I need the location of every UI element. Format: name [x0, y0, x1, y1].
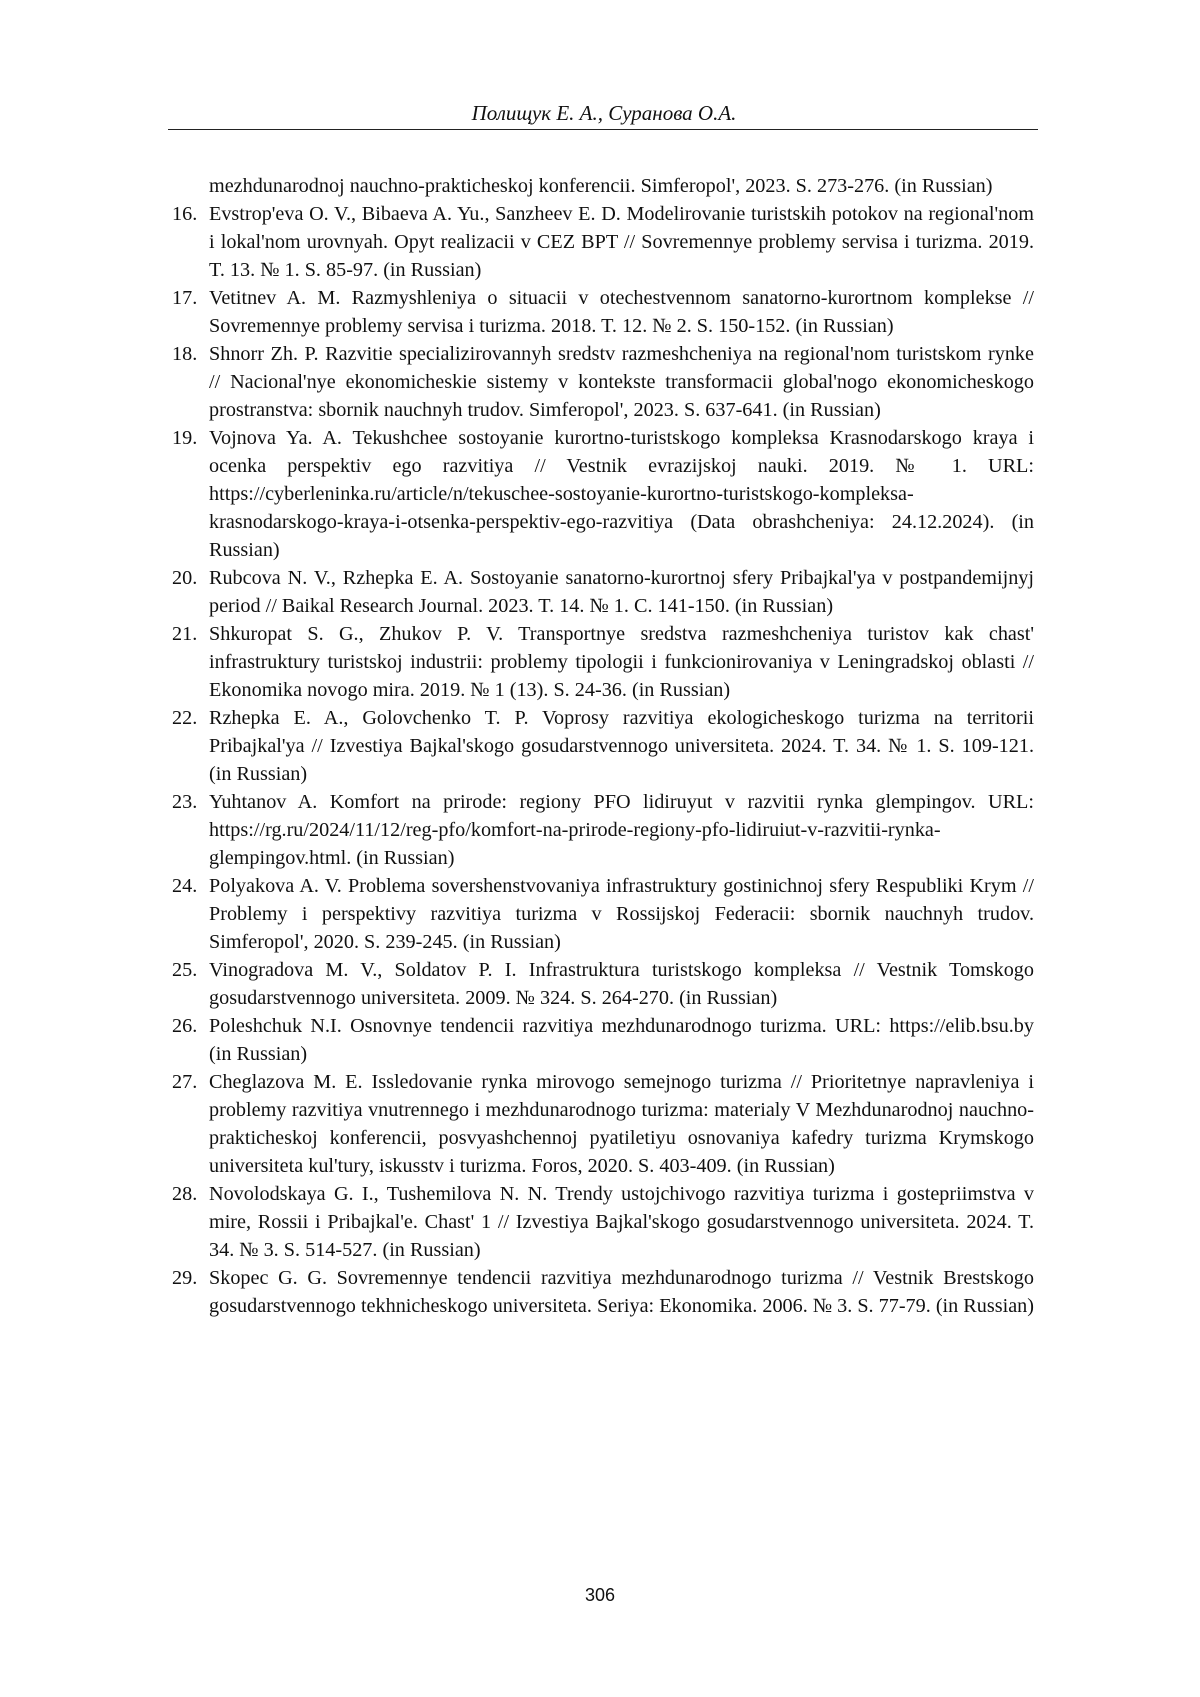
- reference-item-15-continued: [172, 172, 1034, 200]
- reference-text: Shnorr Zh. P. Razvitie specializirovannyh sredstv razmeshcheniya na regional'nom turistskom rynke // Nacional'nye ekonomicheskie sistemy v kontekste transformacii global'nogo ekonomicheskogo prostranstva: sbornik nauchnyh trudov. Simferopol', 2023. S. 637-641. (in Russian): [209, 343, 1034, 421]
- reference-text: Novolodskaya G. I., Tushemilova N. N. Trendy ustojchivogo razvitiya turizma i gostepriimstva v mire, Rossii i Pribajkal'e. Chast' 1 // Izvestiya Bajkal'skogo gosudarstvennogo universiteta. 2024. T. 34. № 3. S. 514-527. (in Russian): [209, 1183, 1034, 1261]
- reference-item-20: [172, 564, 1034, 620]
- reference-text: Shkuropat S. G., Zhukov P. V. Transportnye sredstva razmeshcheniya turistov kak chast' infrastruktury turistskoj industrii: problemy tipologii i funkcionirovaniya v Leningradskoj oblasti // Ekonomika novogo mira. 2019. № 1 (13). S. 24-36. (in Russian): [209, 623, 1034, 701]
- reference-item-22: [172, 704, 1034, 788]
- reference-item-24: [172, 872, 1034, 956]
- reference-item-16: [172, 200, 1034, 284]
- reference-number: 17.: [172, 287, 198, 309]
- reference-text: Vetitnev A. M. Razmyshleniya o situacii v otechestvennom sanatorno-kurortnom komplekse // Sovremennye problemy servisa i turizma. 2018. T. 12. № 2. S. 150-152. (in Russian): [209, 287, 1034, 337]
- reference-item-21: [172, 620, 1034, 704]
- reference-list: [172, 172, 1034, 1320]
- reference-number: 29.: [172, 1267, 198, 1289]
- running-head-authors: Полищук Е. А., Суранова О.А.: [471, 101, 737, 125]
- reference-number: 26.: [172, 1015, 198, 1037]
- reference-number: 28.: [172, 1183, 198, 1205]
- reference-text: Rzhepka E. A., Golovchenko T. P. Voprosy razvitiya ekologicheskogo turizma na territorii Pribajkal'ya // Izvestiya Bajkal'skogo gosudarstvennogo universiteta. 2024. T. 34. № 1. S. 109-121. (in Russian): [209, 707, 1034, 785]
- reference-number: 18.: [172, 343, 198, 365]
- reference-number: 21.: [172, 623, 198, 645]
- page-number: 306: [584, 1585, 616, 1605]
- reference-number: 22.: [172, 707, 198, 729]
- reference-text: Vojnova Ya. A. Tekushchee sostoyanie kurortno-turistskogo kompleksa Krasnodarskogo kraya i ocenka perspektiv ego razvitiya // Vestnik evrazijskoj nauki. 2019. № 1. URL: https://cyberleninka.ru/article/n/tekuschee-sostoyanie-kurortno-turistskogo-kompleksa-krasnodarskogo-kraya-i-otsenka-perspektiv-ego-razvitiya (Data obrashcheniya: 24.12.2024). (in Russian): [209, 427, 1034, 561]
- reference-text: Cheglazova M. E. Issledovanie rynka mirovogo semejnogo turizma // Prioritetnye napravleniya i problemy razvitiya vnutrennego i mezhdunarodnogo turizma: materialy V Mezhdunarodnoj nauchno-prakticheskoj konferencii, posvyashchennoj pyatiletiyu osnovaniya kafedry turizma Krymskogo universiteta kul'tury, iskusstv i turizma. Foros, 2020. S. 403-409. (in Russian): [209, 1071, 1034, 1177]
- reference-text: Rubcova N. V., Rzhepka E. A. Sostoyanie sanatorno-kurortnoj sfery Pribajkal'ya v postpandemijnyj period // Baikal Research Journal. 2023. T. 14. № 1. C. 141-150. (in Russian): [209, 567, 1034, 617]
- reference-item-17: [172, 284, 1034, 340]
- reference-number: 24.: [172, 875, 198, 897]
- reference-number: 25.: [172, 959, 198, 981]
- reference-item-27: [172, 1068, 1034, 1180]
- reference-number: 23.: [172, 791, 198, 813]
- reference-number: 16.: [172, 203, 198, 225]
- reference-item-25: [172, 956, 1034, 1012]
- reference-text: Skopec G. G. Sovremennye tendencii razvitiya mezhdunarodnogo turizma // Vestnik Brestskogo gosudarstvennogo tekhnicheskogo universiteta. Seriya: Ekonomika. 2006. № 3. S. 77-79. (in Russian): [209, 1267, 1034, 1317]
- reference-item-26: [172, 1012, 1034, 1068]
- reference-text: Poleshchuk N.I. Osnovnye tendencii razvitiya mezhdunarodnogo turizma. URL: https://elib.bsu.by (in Russian): [209, 1015, 1034, 1065]
- reference-text: Polyakova A. V. Problema sovershenstvovaniya infrastruktury gostinichnoj sfery Respubliki Krym // Problemy i perspektivy razvitiya turizma v Rossijskoj Federacii: sbornik nauchnyh trudov. Simferopol', 2020. S. 239-245. (in Russian): [209, 875, 1034, 953]
- reference-item-28: [172, 1180, 1034, 1264]
- header-rule: [168, 129, 1038, 130]
- reference-item-23: [172, 788, 1034, 872]
- reference-text: Vinogradova M. V., Soldatov P. I. Infrastruktura turistskogo kompleksa // Vestnik Tomskogo gosudarstvennogo universiteta. 2009. № 324. S. 264-270. (in Russian): [209, 959, 1034, 1009]
- reference-item-18: [172, 340, 1034, 424]
- reference-item-19: [172, 424, 1034, 564]
- reference-number: 19.: [172, 427, 198, 449]
- reference-text: Evstrop'eva O. V., Bibaeva A. Yu., Sanzheev E. D. Modelirovanie turistskih potokov na regional'nom i lokal'nom urovnyah. Opyt realizacii v CEZ BPT // Sovremennye problemy servisa i turizma. 2019. T. 13. № 1. S. 85-97. (in Russian): [209, 203, 1034, 281]
- reference-text: mezhdunarodnoj nauchno-prakticheskoj konferencii. Simferopol', 2023. S. 273-276. (in Russian): [209, 175, 993, 197]
- reference-item-29: [172, 1264, 1034, 1320]
- reference-number: 27.: [172, 1071, 198, 1093]
- reference-number: 20.: [172, 567, 198, 589]
- reference-text: Yuhtanov A. Komfort na prirode: regiony PFO lidiruyut v razvitii rynka glempingov. URL: https://rg.ru/2024/11/12/reg-pfo/komfort-na-prirode-regiony-pfo-lidiruiut-v-razvitii-rynka-glempingov.html. (in Russian): [209, 791, 1034, 869]
